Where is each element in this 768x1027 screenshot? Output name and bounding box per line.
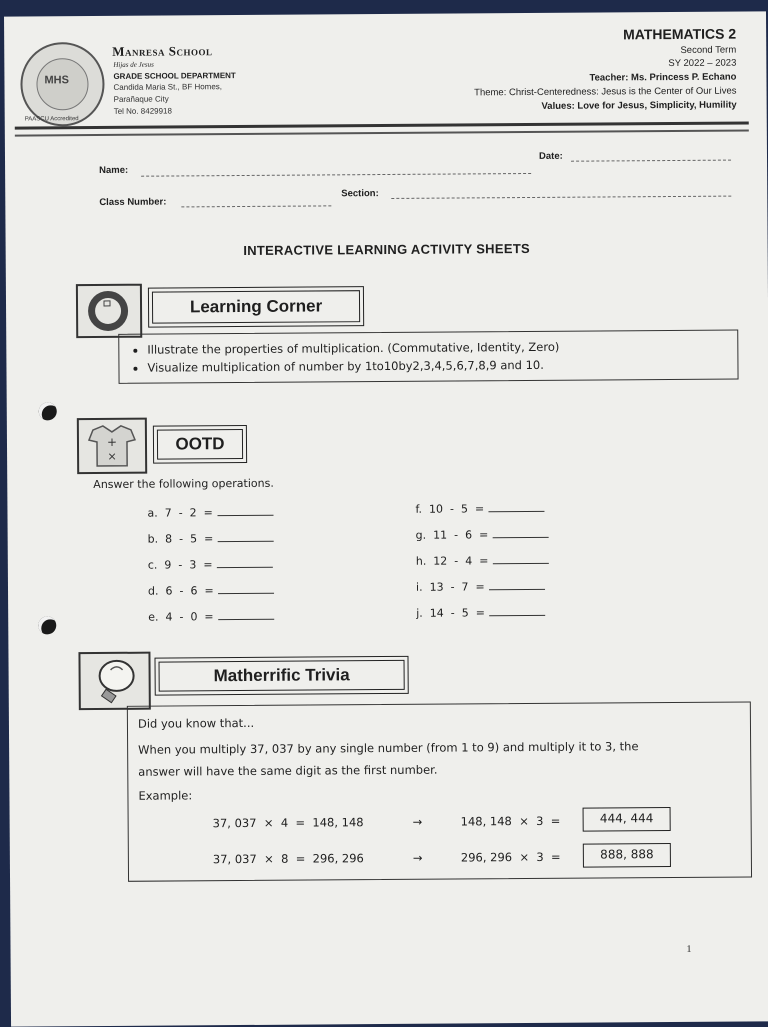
date-label: Date: [538,150,563,162]
problem-row [148,581,274,608]
school-seal [20,42,105,127]
school-motto: Hijas de Jesus [113,60,154,69]
example-expression-2: 296, 296 × 3 = [460,849,561,865]
problem-text: e. 4 - 0 = [148,610,214,624]
problem-row [415,499,548,526]
answer-blank[interactable] [218,611,274,620]
problem-text: g. 11 - 6 = [415,528,489,542]
answer-blank[interactable] [218,533,274,542]
teacher-name: Teacher: Ms. Princess P. Echano [589,71,737,84]
header-divider-thick [15,121,749,129]
arrow-icon: → [412,814,423,829]
worksheet-page [4,11,768,1026]
school-year: SY 2022 – 2023 [668,57,737,70]
answer-blank[interactable] [217,559,273,568]
problem-text: a. 7 - 2 = [147,506,213,520]
shirt-icon [79,420,145,472]
ootd-heading-box [153,425,247,464]
answer-box: 888, 888 [583,843,671,868]
lightbulb-icon [80,654,148,708]
problem-text: f. 10 - 5 = [415,502,485,516]
ootd-heading: OOTD [157,429,243,460]
objectives-box [118,330,738,384]
problem-row [416,577,549,604]
ootd-instruction: Answer the following operations. [93,476,274,492]
example-label: Example: [138,788,193,803]
trivia-intro: Did you know that... [137,715,255,731]
school-name: Manresa School [112,43,213,59]
telephone: Tel No. 8429918 [113,106,172,116]
learning-icon-box [76,284,142,338]
page-number: 1 [686,943,692,955]
trivia-line-1: When you multiply 37, 037 by any single number (from 1 to 9) and multiply it to 3, the [138,739,639,757]
answer-box: 444, 444 [583,807,671,832]
name-field-line[interactable] [141,173,531,177]
class-number-field-line[interactable] [181,205,331,207]
answer-blank[interactable] [493,529,549,538]
problem-text: b. 8 - 5 = [147,532,214,546]
problem-text: j. 14 - 5 = [416,606,485,620]
ootd-icon-box [77,418,147,474]
example-expression: 37, 037 × 4 = 148, 148 [212,815,364,831]
svg-text:+: + [106,434,118,449]
binder-hole [38,616,56,634]
trivia-box [127,701,752,881]
header-divider-thin [15,129,749,136]
address-line-2: Parañaque City [113,94,169,104]
problem-row [416,603,549,630]
problem-row [416,551,549,578]
subject-title: MATHEMATICS 2 [623,25,737,43]
problem-row [147,503,273,530]
problem-row [148,555,274,582]
problem-text: d. 6 - 6 = [147,584,214,598]
problem-text: c. 9 - 3 = [147,558,213,572]
department-name: GRADE SCHOOL DEPARTMENT [113,71,236,81]
answer-blank[interactable] [217,507,273,516]
problem-text: h. 12 - 4 = [415,554,489,568]
date-field-line[interactable] [571,160,731,162]
objective-item: • Visualize multiplication of number by 1to10by2,3,4,5,6,7,8,9 and 10. [147,355,737,377]
problem-row [148,529,274,556]
name-label: Name: [99,164,129,176]
trivia-heading-box [154,656,408,696]
accreditation-label: PAASCU Accredited [24,116,79,123]
answer-blank[interactable] [489,503,545,512]
answer-blank[interactable] [489,607,545,616]
example-expression: 37, 037 × 8 = 296, 296 [212,851,364,867]
answer-blank[interactable] [218,585,274,594]
theme: Theme: Christ-Centeredness: Jesus is the Center of Our Lives [474,85,737,99]
ootd-right-column [415,499,549,630]
term: Second Term [680,44,737,56]
brain-head-icon [78,286,140,336]
section-field-line[interactable] [391,196,731,199]
answer-blank[interactable] [493,555,549,564]
objective-item: • Illustrate the properties of multiplication. (Commutative, Identity, Zero) [147,337,737,359]
section-label: Section: [341,188,379,200]
answer-blank[interactable] [489,581,545,590]
class-number-label: Class Number: [99,196,167,208]
trivia-line-2: answer will have the same digit as the first number. [138,762,438,779]
learning-corner-heading-box [148,286,364,328]
address-line-1: Candida Maria St., BF Homes, [113,82,223,92]
trivia-icon-box [78,652,150,711]
values: Values: Love for Jesus, Simplicity, Humility [541,99,737,112]
page-title: INTERACTIVE LEARNING ACTIVITY SHEETS [243,240,531,258]
problem-text: i. 13 - 7 = [415,580,485,594]
trivia-heading: Matherrific Trivia [159,660,405,692]
problem-row [148,607,274,634]
binder-hole [39,402,57,420]
seal-initials: MHS [44,74,69,87]
svg-text:×: × [107,449,117,463]
arrow-icon: → [412,850,423,865]
ootd-left-column [147,503,274,634]
learning-corner-heading: Learning Corner [152,290,360,323]
example-expression-2: 148, 148 × 3 = [460,813,561,829]
problem-row [416,525,549,552]
